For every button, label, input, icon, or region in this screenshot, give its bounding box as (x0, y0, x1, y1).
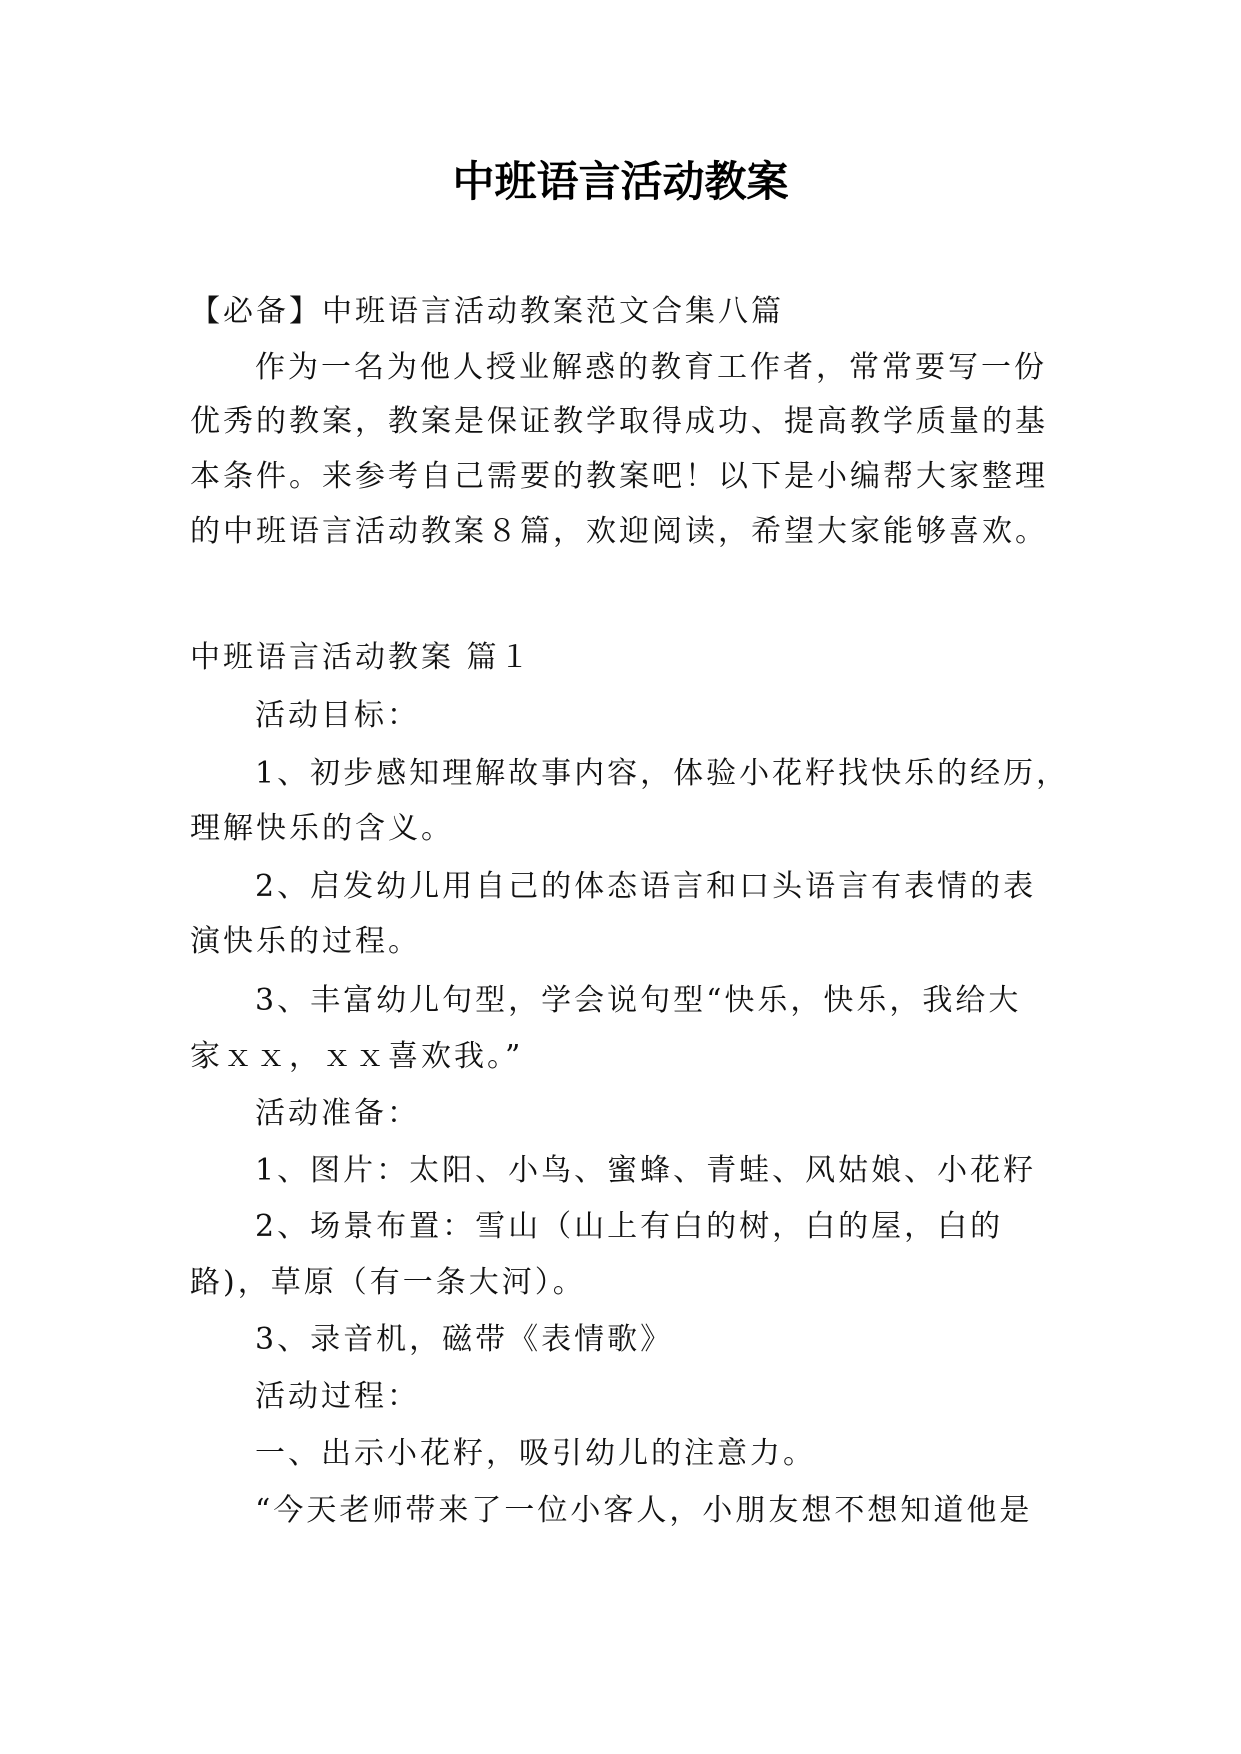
paragraph-line: 活动目标： (255, 698, 420, 733)
intro-line: 的中班语言活动教案８篇，欢迎阅读，希望大家能够喜欢。 (190, 514, 1048, 549)
intro-line: 优秀的教案，教案是保证教学取得成功、提高教学质量的基 (190, 404, 1048, 439)
paragraph-line: 3、录音机，磁带《表情歌》 (255, 1322, 674, 1357)
paragraph-line: 路)，草原（有一条大河）。 (190, 1265, 586, 1300)
paragraph-line: 2、启发幼儿用自己的体态语言和口头语言有表情的表 (255, 869, 1037, 904)
paragraph-line: “今天老师带来了一位小客人，小朋友想不想知道他是 (255, 1493, 1033, 1528)
paragraph-line: 活动过程： (255, 1379, 420, 1414)
paragraph-line: 理解快乐的含义。 (190, 811, 454, 846)
paragraph-line: 活动准备： (255, 1096, 420, 1131)
paragraph-line: 3、丰富幼儿句型，学会说句型“快乐，快乐，我给大 (255, 983, 1022, 1018)
paragraph-line: 1、初步感知理解故事内容，体验小花籽找快乐的经历， (255, 756, 1070, 791)
paragraph-line: 2、场景布置：雪山（山上有白的树，白的屋，白的 (255, 1209, 1004, 1244)
paragraph-line: 家ｘｘ，ｘｘ喜欢我。” (190, 1039, 524, 1074)
paragraph-line: 1、图片：太阳、小鸟、蜜蜂、青蛙、风姑娘、小花籽 (255, 1153, 1037, 1188)
intro-line: 本条件。来参考自己需要的教案吧！以下是小编帮大家整理 (190, 459, 1048, 494)
intro-line: 作为一名为他人授业解惑的教育工作者，常常要写一份 (255, 350, 1047, 385)
subtitle-line: 【必备】中班语言活动教案范文合集八篇 (190, 294, 784, 329)
section-heading: 中班语言活动教案 篇１ (190, 640, 533, 675)
paragraph-line: 演快乐的过程。 (190, 924, 421, 959)
document-title: 中班语言活动教案 (452, 157, 789, 206)
paragraph-line: 一、出示小花籽，吸引幼儿的注意力。 (255, 1436, 816, 1471)
